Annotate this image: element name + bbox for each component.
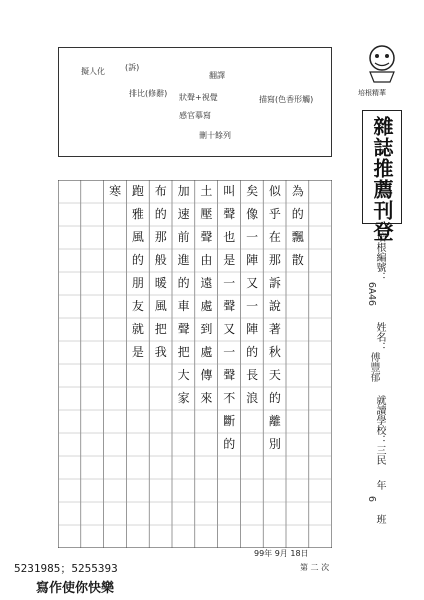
teacher-notes-box <box>58 47 332 157</box>
note-parallelism: 翻譯 <box>209 71 225 80</box>
note-personification-2: (訴) <box>125 63 140 72</box>
grid-char: 前 <box>177 230 190 244</box>
grid-char: 似 <box>268 184 281 198</box>
date-line: 99年 9月 18日 <box>254 549 309 558</box>
grid-char: 風 <box>154 299 167 313</box>
name-value: 傅豐郁 <box>368 352 379 382</box>
note-sensory: 狀聲+視覺 <box>179 93 218 102</box>
grid-char: 風 <box>131 230 144 244</box>
label-class: 班 <box>374 514 385 524</box>
grid-char: 家 <box>177 391 190 405</box>
grid-char: 朋 <box>131 276 144 290</box>
id-value: 6A46 <box>366 282 377 307</box>
grid-char: 是 <box>223 253 236 267</box>
grid-char: 為 <box>291 184 304 198</box>
grid-char: 聲 <box>200 230 213 244</box>
grid-char: 加 <box>177 184 190 198</box>
slogan: 寫作使你快樂 <box>36 581 115 596</box>
grid-char: 也 <box>223 230 236 244</box>
grid-char: 聲 <box>223 207 236 221</box>
writing-grid <box>58 180 332 548</box>
grid-char: 又 <box>223 322 236 336</box>
grade-value: 6 <box>366 496 377 503</box>
grid-char: 一 <box>223 276 236 290</box>
label-school: 就讀學校：三民 <box>374 395 385 465</box>
brand-small: 培根精華 <box>358 89 386 97</box>
grid-char: 的 <box>177 276 190 290</box>
grid-char: 矣 <box>246 184 259 198</box>
grid-char: 聲 <box>223 368 236 382</box>
grid-char: 散 <box>291 253 304 267</box>
grid-char: 陣 <box>246 322 259 336</box>
grid-char: 說 <box>268 299 281 313</box>
label-grade: 年 <box>374 480 385 490</box>
grid-char: 傳 <box>200 368 213 382</box>
grid-char: 浪 <box>246 391 259 405</box>
label-id: 培根編號： <box>374 232 385 282</box>
grid-char: 的 <box>268 391 281 405</box>
grid-char: 離 <box>268 414 281 428</box>
grid-char: 的 <box>246 345 259 359</box>
grid-char: 土 <box>200 184 213 198</box>
grid-char: 聲 <box>223 299 236 313</box>
note-personification: 擬人化 <box>81 67 105 76</box>
grid-char: 是 <box>131 345 144 359</box>
grid-char: 的 <box>154 207 167 221</box>
grid-char: 到 <box>200 322 213 336</box>
grid-char: 聲 <box>177 322 190 336</box>
grid-char: 不 <box>223 391 236 405</box>
grid-char: 寒 <box>109 184 122 198</box>
grid-char: 秋 <box>268 345 281 359</box>
phone-numbers: 5231985；5255393 <box>14 562 118 575</box>
grid-char: 像 <box>246 207 259 221</box>
note-sensory-2: 感官摹寫 <box>179 111 211 120</box>
grid-char: 長 <box>246 368 259 382</box>
grid-char: 般 <box>154 253 167 267</box>
grid-char: 把 <box>177 345 190 359</box>
grid-char: 進 <box>177 253 190 267</box>
grid-char: 陣 <box>246 253 259 267</box>
note-rhetoric: 排比(修辭) <box>129 89 168 98</box>
grid-char: 飄 <box>291 230 304 244</box>
stamp-title: 雜誌推薦刊登 <box>370 116 394 242</box>
grid-char: 的 <box>223 437 236 451</box>
grid-char: 布 <box>154 184 167 198</box>
grid-char: 乎 <box>268 207 281 221</box>
page-number: 第 二 次 <box>300 563 330 572</box>
grid-char: 的 <box>291 207 304 221</box>
grid-char: 處 <box>200 299 213 313</box>
grid-char: 又 <box>246 276 259 290</box>
grid-char: 由 <box>200 253 213 267</box>
grid-char: 斷 <box>223 414 236 428</box>
grid-char: 來 <box>200 391 213 405</box>
grid-char: 那 <box>268 253 281 267</box>
grid-char: 壓 <box>200 207 213 221</box>
grid-char: 遠 <box>200 276 213 290</box>
grid-char: 訴 <box>268 276 281 290</box>
grid-char: 別 <box>268 437 281 451</box>
grid-char: 一 <box>246 299 259 313</box>
grid-char: 在 <box>268 230 281 244</box>
grid-char: 一 <box>223 345 236 359</box>
grid-char: 雅 <box>131 207 144 221</box>
grid-char: 跑 <box>131 184 144 198</box>
grid-char: 把 <box>154 322 167 336</box>
grid-char: 速 <box>177 207 190 221</box>
note-description: 描寫(色香形觸) <box>259 95 314 104</box>
grid-char: 車 <box>177 299 190 313</box>
grid-char: 大 <box>177 368 190 382</box>
grid-char: 那 <box>154 230 167 244</box>
grid-char: 的 <box>131 253 144 267</box>
grid-char: 我 <box>154 345 167 359</box>
grid-char: 著 <box>268 322 281 336</box>
grid-char: 處 <box>200 345 213 359</box>
grid-char: 友 <box>131 299 144 313</box>
grid-char: 叫 <box>223 184 236 198</box>
grid-char: 暖 <box>154 276 167 290</box>
label-name: 姓名： <box>374 322 385 352</box>
peigen-logo-icon <box>362 42 402 90</box>
grid-char: 一 <box>246 230 259 244</box>
grid-char: 就 <box>131 322 144 336</box>
grid-char: 天 <box>268 368 281 382</box>
note-delete: 刪十餘列 <box>199 131 231 140</box>
